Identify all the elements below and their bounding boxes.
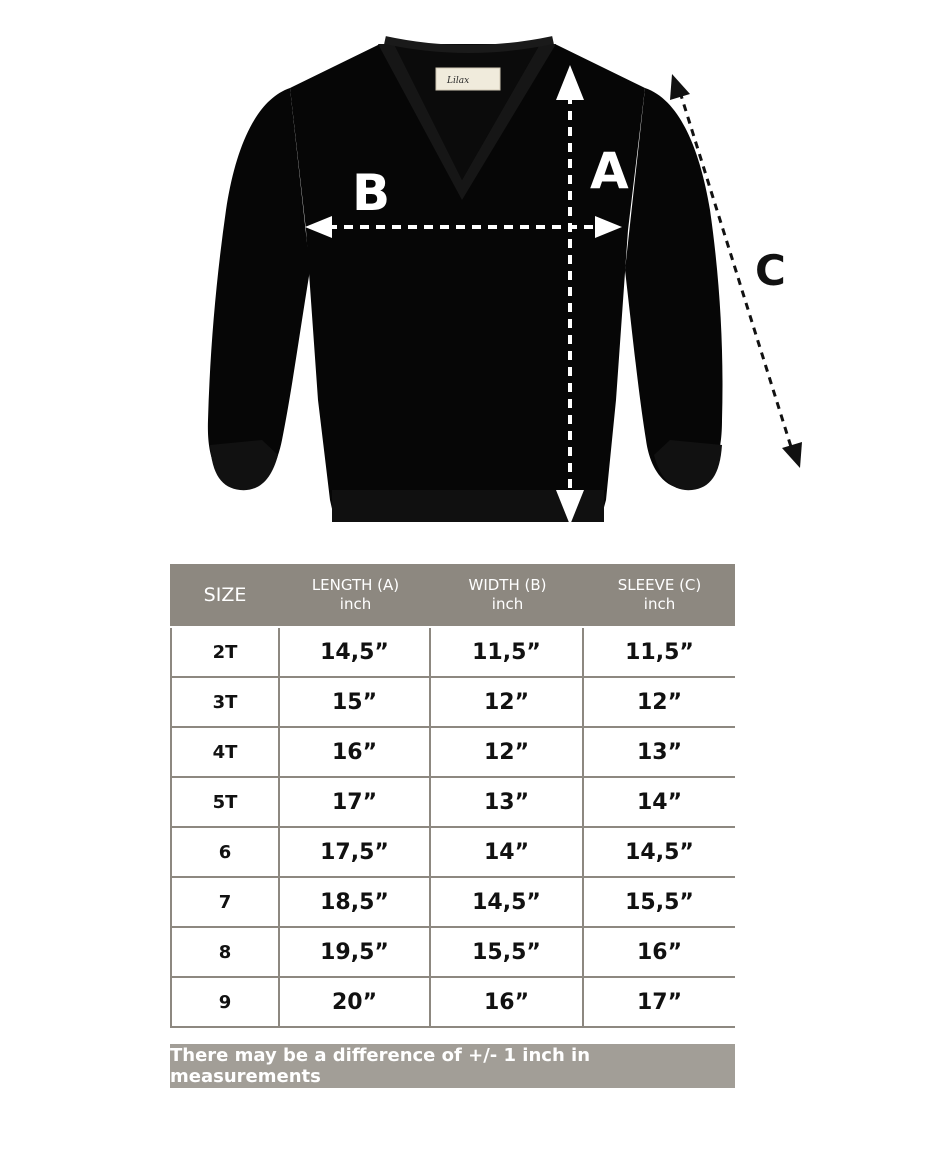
table-row: [172, 928, 733, 976]
width-cell: 15,5”: [431, 928, 582, 976]
size-cell: 7: [172, 878, 278, 926]
header-length-label: LENGTH (A): [311, 576, 400, 594]
header-sleeve-label: SLEEVE (C): [617, 576, 702, 594]
length-label: A: [590, 142, 629, 200]
length-cell: 15”: [280, 678, 429, 726]
size-cell: 8: [172, 928, 278, 976]
header-length-unit: inch: [339, 595, 372, 613]
size-cell: 4T: [172, 728, 278, 776]
width-cell: 13”: [431, 778, 582, 826]
table-row: [172, 828, 733, 876]
sleeve-cell: 13”: [584, 728, 735, 776]
sleeve-cell: 15,5”: [584, 878, 735, 926]
width-cell: 16”: [431, 978, 582, 1026]
width-cell: 12”: [431, 678, 582, 726]
measurement-note: There may be a difference of +/- 1 inch in measurements: [170, 1044, 735, 1088]
brand-tag: [436, 68, 500, 90]
length-cell: 17,5”: [280, 828, 429, 876]
header-size-label: SIZE: [203, 583, 247, 606]
length-cell: 14,5”: [280, 628, 429, 676]
header-width-label: WIDTH (B): [468, 576, 547, 594]
size-cell: 2T: [172, 628, 278, 676]
size-cell: 9: [172, 978, 278, 1026]
sleeve-cell: 17”: [584, 978, 735, 1026]
table-row: [172, 728, 733, 776]
header-size: [170, 564, 280, 626]
sleeve-label: C: [755, 246, 786, 295]
width-cell: 14,5”: [431, 878, 582, 926]
table-body: [170, 628, 735, 1028]
brand-label: Lilax: [447, 76, 470, 86]
table-row: [172, 628, 733, 676]
sleeve-cell: 14”: [584, 778, 735, 826]
width-cell: 12”: [431, 728, 582, 776]
header-width-unit: inch: [491, 595, 524, 613]
sleeve-cell: 14,5”: [584, 828, 735, 876]
sleeve-cell: 16”: [584, 928, 735, 976]
sleeve-cell: 11,5”: [584, 628, 735, 676]
sweater-shape: [208, 40, 723, 522]
header-length: [280, 564, 431, 626]
width-cell: 11,5”: [431, 628, 582, 676]
sweater-illustration: [0, 0, 925, 540]
length-cell: 18,5”: [280, 878, 429, 926]
length-cell: 20”: [280, 978, 429, 1026]
table-header: [170, 564, 735, 626]
table-row: [172, 678, 733, 726]
header-sleeve-unit: inch: [643, 595, 676, 613]
header-sleeve: [584, 564, 735, 626]
length-cell: 16”: [280, 728, 429, 776]
length-cell: 17”: [280, 778, 429, 826]
table-row: [172, 878, 733, 926]
size-chart-table: [170, 564, 735, 1028]
width-cell: 14”: [431, 828, 582, 876]
sleeve-cell: 12”: [584, 678, 735, 726]
table-row: [172, 778, 733, 826]
width-label: B: [352, 164, 391, 222]
header-width: [431, 564, 584, 626]
size-cell: 5T: [172, 778, 278, 826]
size-cell: 3T: [172, 678, 278, 726]
length-cell: 19,5”: [280, 928, 429, 976]
table-row: [172, 978, 733, 1026]
size-cell: 6: [172, 828, 278, 876]
